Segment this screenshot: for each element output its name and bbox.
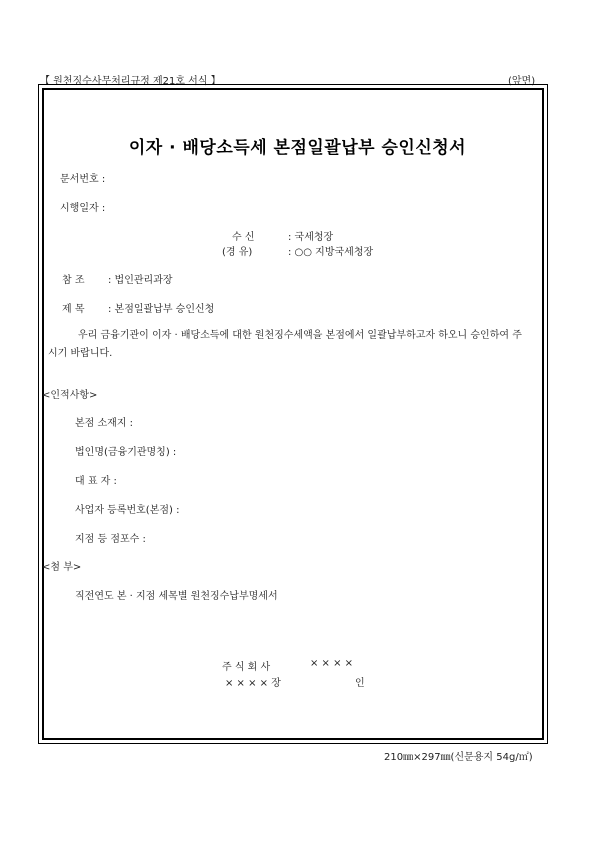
details-heading: <인적사항>	[42, 390, 98, 401]
via-value: : ○○ 지방국세청장	[288, 247, 374, 258]
detail-representative: 대 표 자 :	[75, 476, 117, 487]
detail-business-reg-number: 사업자 등록번호(본점) :	[75, 505, 180, 516]
signature-company-name: × × × ×	[310, 658, 354, 669]
reference-value: : 법인관리과장	[108, 275, 173, 286]
attachment-heading: <첨 부>	[42, 562, 82, 573]
side-label: (앞면)	[508, 76, 536, 87]
recipient-value: : 국세청장	[288, 232, 334, 243]
detail-head-office-address: 본점 소재지 :	[75, 418, 134, 429]
body-text: 우리 금융기관이 이자 · 배당소득에 대한 원천징수세액을 본점에서 일괄납부하고자 하오니 승인하여 주시기 바랍니다.	[48, 330, 522, 359]
via-label: (경 유)	[222, 247, 253, 258]
doc-number-label: 문서번호 :	[60, 174, 106, 185]
subject-value: : 본점일괄납부 승인신청	[108, 304, 215, 315]
paper-spec: 210㎜×297㎜(신문용지 54g/㎡)	[384, 752, 533, 763]
detail-company-name: 법인명(금융기관명칭) :	[75, 447, 177, 458]
form-reference: 【 원천징수사무처리규정 제21호 서식 】	[40, 76, 221, 87]
attachment-item: 직전연도 본 · 지점 세목별 원천징수납부명세서	[75, 591, 278, 602]
signature-company-label: 주 식 회 사	[222, 662, 271, 673]
exec-date-label: 시행일자 :	[60, 203, 106, 214]
signature-seal: 인	[355, 678, 365, 689]
document-title: 이자 · 배당소득세 본점일괄납부 승인신청서	[128, 138, 467, 158]
detail-branch-count: 지점 등 점포수 :	[75, 534, 146, 545]
recipient-label: 수 신	[232, 232, 255, 243]
subject-label: 제 목	[62, 304, 85, 315]
reference-label: 참 조	[62, 275, 85, 286]
signature-representative-title: × × × × 장	[225, 678, 281, 689]
